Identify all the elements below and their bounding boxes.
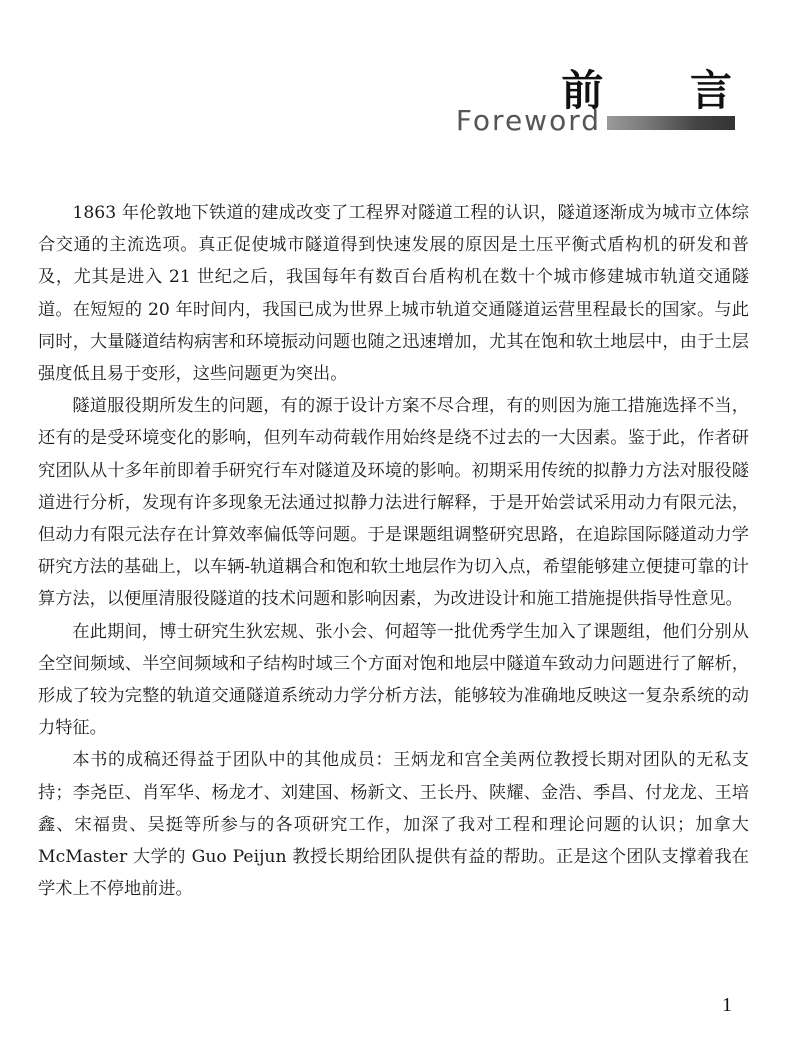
page-title: 前 言 [561, 66, 768, 115]
page-number: 1 [722, 994, 732, 1016]
subtitle-row [456, 104, 735, 137]
paragraph-2: 隧道服役期所发生的问题，有的源于设计方案不尽合理，有的则因为施工措施选择不当，还有的是受环境变化的影响，但列车动荷载作用始终是绕不过去的一大因素。鉴于此，作者研究团队从十多年前即着手研究行车对隧道及环境的影响。初期采用传统的拟静力方法对服役隧道进行分析，发现有许多现象无法通过拟静力法进行解释，于是开始尝试采用动力有限元法，但动力有限元法存在计算效率偏低等问题。于是课题组调整研究思路，在追踪国际隧道动力学研究方法的基础上，以车辆-轨道耦合和饱和软土地层作为切入点，希望能够建立便捷可靠的计算方法，以便厘清服役隧道的技术问题和影响因素，为改进设计和施工措施提供指导性意见。 [38, 396, 749, 610]
paragraph-4: 本书的成稿还得益于团队中的其他成员：王炳龙和宫全美两位教授长期对团队的无私支持；李尧臣、肖军华、杨龙才、刘建国、杨新文、王长丹、陕耀、金浩、季昌、付龙龙、王培鑫、宋福贵、吴挺等所参与的各项研究工作，加深了我对工程和理论问题的认识；加拿大 McMaster 大学的 Guo Peijun 教授长期给团队提供有益的帮助。正是这个团队支撑着我在学术上不停地前进。 [38, 750, 749, 900]
paragraph-3: 在此期间，博士研究生狄宏规、张小会、何超等一批优秀学生加入了课题组，他们分别从全空间频域、半空间频域和子结构时域三个方面对饱和地层中隧道车致动力问题进行了解析，形成了较为完整的轨道交通隧道系统动力学分析方法，能够较为准确地反映这一复杂系统的动力特征。 [38, 621, 749, 739]
decorative-bar [607, 116, 735, 130]
paragraph-1: 1863 年伦敦地下铁道的建成改变了工程界对隧道工程的认识，隧道逐渐成为城市立体综合交通的主流选项。真正促使城市隧道得到快速发展的原因是土压平衡式盾构机的研发和普及，尤其是进入 21 世纪之后，我国每年有数百台盾构机在数十个城市修建城市轨道交通隧道。在短短的 20 年时间内，我国已成为世界上城市轨道交通隧道运营里程最长的国家。与此同时，大量隧道结构病害和环境振动问题也随之迅速增加，尤其在饱和软土地层中，由于土层强度低且易于变形，这些问题更为突出。 [38, 203, 749, 385]
foreword-body [38, 197, 749, 905]
page-subtitle: Foreword [455, 104, 601, 137]
